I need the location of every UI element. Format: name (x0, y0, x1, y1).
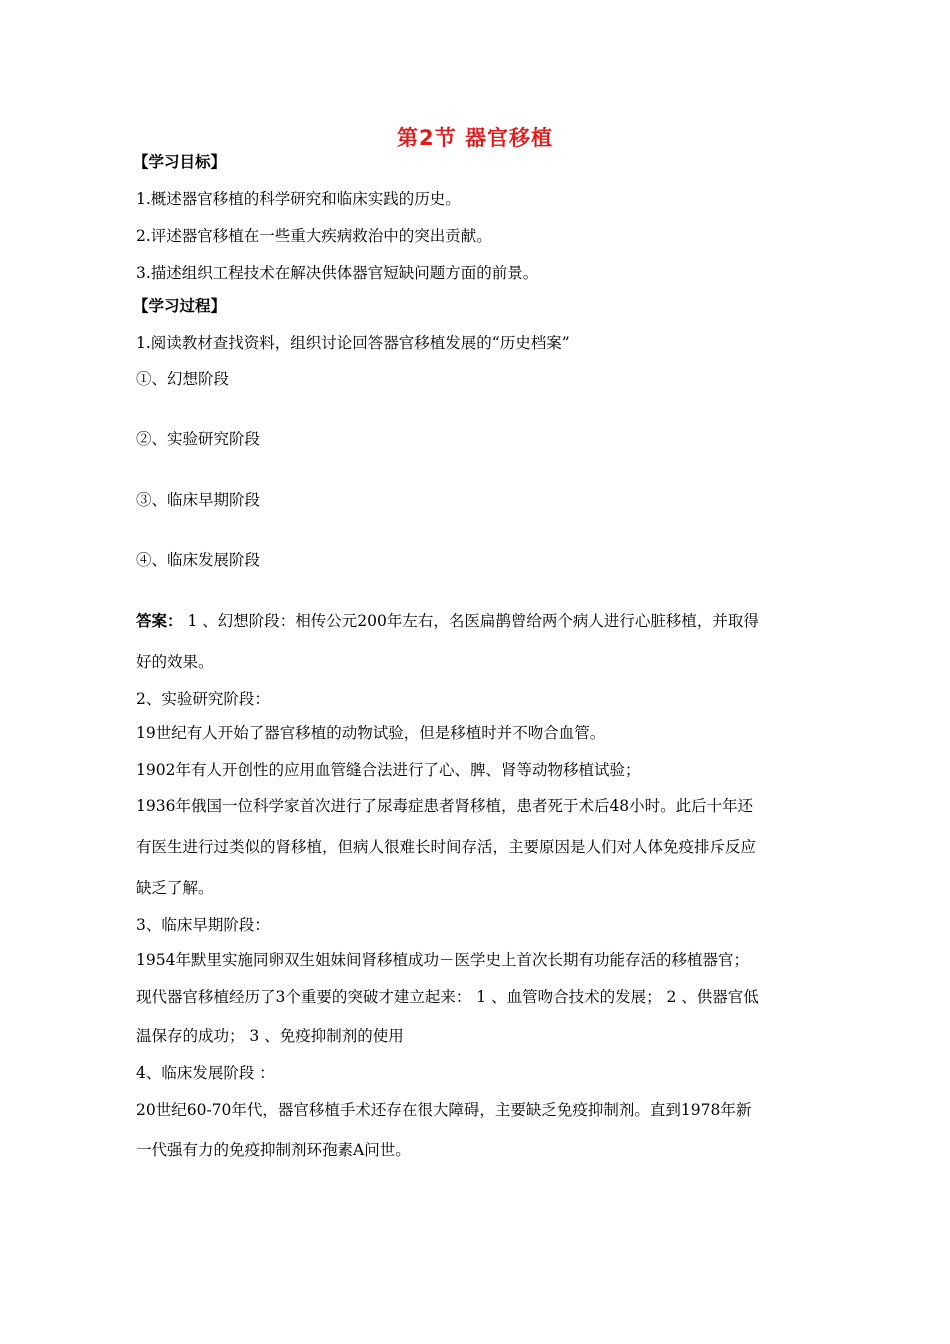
answer-line: 19世纪有人开始了器官移植的动物试验，但是移植时并不吻合血管。 (136, 724, 606, 742)
answer-line: 一代强有力的免疫抑制剂环孢素A问世。 (136, 1141, 411, 1159)
answer-line: 好的效果。 (136, 653, 214, 671)
answer-line: 3、临床早期阶段： (136, 916, 270, 934)
answer-label: 答案： (136, 612, 183, 630)
objective-item: 3.描述组织工程技术在解决供体器官短缺问题方面的前景。 (136, 264, 539, 282)
objectives-heading: 【学习目标】 (133, 153, 227, 171)
answer-line: 4、临床发展阶段 ： (136, 1064, 275, 1082)
answer-line (136, 611, 759, 631)
stage-item: ④、临床发展阶段 (136, 551, 261, 569)
answer-line: 1936年俄国一位科学家首次进行了尿毒症患者肾移植，患者死于术后48小时。此后十年还 (136, 797, 754, 815)
answer-line: 缺乏了解。 (136, 879, 214, 897)
answer-line: 2、实验研究阶段： (136, 690, 270, 708)
answer-line: 温保存的成功； 3 、免疫抑制剂的使用 (136, 1027, 404, 1045)
process-question: 1.阅读教材查找资料，组织讨论回答器官移植发展的“历史档案” (136, 334, 570, 352)
objective-item: 2.评述器官移植在一些重大疾病救治中的突出贡献。 (136, 227, 492, 245)
answer-line: 1902年有人开创性的应用血管缝合法进行了心、脾、肾等动物移植试验； (136, 761, 641, 779)
objective-item: 1.概述器官移植的科学研究和临床实践的历史。 (136, 190, 461, 208)
stage-item: ③、临床早期阶段 (136, 491, 261, 509)
answer-line: 1954年默里实施同卵双生姐妹间肾移植成功－医学史上首次长期有功能存活的移植器官； (136, 951, 749, 969)
stage-item: ②、实验研究阶段 (136, 430, 261, 448)
stage-item: ①、幻想阶段 (136, 370, 230, 388)
answer-line: 现代器官移植经历了3个重要的突破才建立起来： 1 、血管吻合技术的发展； 2 、供器官低 (136, 988, 759, 1006)
answer-line: 有医生进行过类似的肾移植，但病人很难长时间存活，主要原因是人们对人体免疫排斥反应 (136, 838, 757, 856)
page-title: 第2节 器官移植 (397, 126, 553, 150)
process-heading: 【学习过程】 (133, 297, 227, 315)
answer-text: 1 、幻想阶段：相传公元200年左右，名医扁鹊曾给两个病人进行心脏移植，并取得 (182, 612, 759, 630)
answer-line: 20世纪60-70年代，器官移植手术还存在很大障碍，主要缺乏免疫抑制剂。直到1978年新 (136, 1101, 752, 1119)
